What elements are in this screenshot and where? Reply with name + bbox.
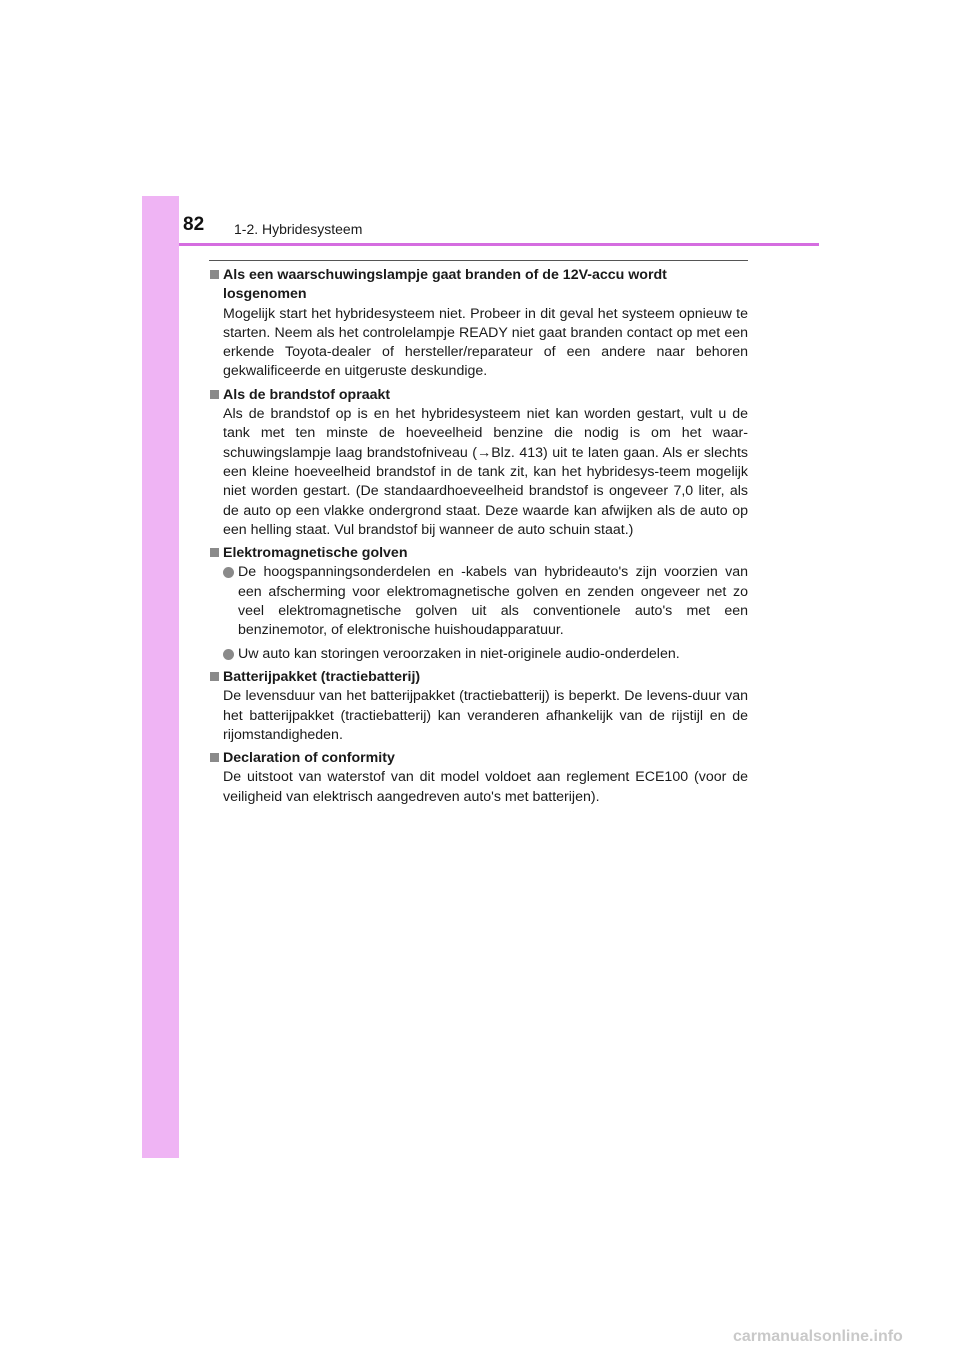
section-fuel-empty — [210, 386, 748, 540]
section-warning-lamp — [210, 266, 748, 382]
item-body: De levensduur van het batterijpakket (tractiebatterij) is beperkt. De levens-duur van het batterijpakket (tractiebatterij) kan veranderen afhankelijk van de rijstijl en de rijomstandigheden. — [223, 688, 748, 743]
section-electromagnetic-waves — [210, 544, 748, 664]
item-body: Mogelijk start het hybridesysteem niet. Probeer in dit geval het systeem opnieuw te starten. Neem als het controlelampje READY niet gaat branden contact op met een erkende Toyota-dealer of hersteller/reparateur of een andere naar behoren gekwalificeerde en uitgeruste deskundige. — [223, 305, 748, 380]
square-bullet-icon — [210, 548, 219, 557]
page-number: 82 — [183, 214, 205, 235]
item-heading-text: Declaration of conformity — [223, 750, 395, 767]
item-body: De uitstoot van waterstof van dit model voldoet aan reglement ECE100 (voor de veiligheid van elektrisch aangedreven auto's met batterijen). — [223, 769, 748, 805]
section-title: 1-2. Hybridesysteem — [234, 221, 363, 237]
square-bullet-icon — [210, 390, 219, 399]
item-heading-text: Als een waarschuwingslampje gaat branden of de 12V-accu wordt losgenomen — [223, 267, 667, 303]
content-top-rule — [209, 260, 748, 261]
list-item-text: De hoogspanningsonderdelen en -kabels van hybrideauto's zijn voorzien van een afscherming voor elektromagnetische golven en zenden ongeveer net zo veel elektromagnetische golven uit als conventionele auto's met een benzinemotor, of elektronische huishoudapparatuur. — [238, 564, 748, 639]
circle-bullet-icon — [223, 567, 234, 578]
chapter-side-band — [142, 196, 179, 1158]
item-body: Als de brandstof op is en het hybridesysteem niet kan worden gestart, vult u de tank met ten minste de hoeveelheid benzine die nodig is om het waar-schuwingslampje laag brandstofniveau (→Blz. 413) uit te laten gaan. Als er slechts een kleine hoeveelheid brandstof in de tank zit, kan het hybridesys-teem mogelijk niet worden gestart. (De standaardhoeveelheid brandstof is ongeveer 7,0 liter, als de auto op een vlakke ondergrond staat. Deze waarde kan afwijken als de auto op een helling staat. Vul brandstof bij wanneer de auto schuin staat.) — [223, 406, 748, 538]
watermark: carmanualsonline.info — [733, 1328, 903, 1345]
circle-bullet-icon — [223, 649, 234, 660]
item-heading-text: Als de brandstof opraakt — [223, 386, 391, 403]
list-item-text: Uw auto kan storingen veroorzaken in niet-originele audio-onderdelen. — [238, 645, 680, 662]
item-heading — [210, 386, 748, 405]
content-area — [210, 266, 748, 811]
section-declaration-conformity — [210, 749, 748, 807]
header-divider — [179, 243, 819, 246]
item-heading — [210, 749, 748, 768]
list-item — [223, 563, 748, 640]
item-heading — [210, 668, 748, 687]
item-heading — [210, 544, 748, 563]
list-item — [223, 645, 748, 664]
square-bullet-icon — [210, 672, 219, 681]
square-bullet-icon — [210, 753, 219, 762]
square-bullet-icon — [210, 270, 219, 279]
section-battery-pack — [210, 668, 748, 745]
item-heading — [210, 266, 748, 305]
item-heading-text: Elektromagnetische golven — [223, 545, 408, 562]
item-heading-text: Batterijpakket (tractiebatterij) — [223, 668, 421, 685]
